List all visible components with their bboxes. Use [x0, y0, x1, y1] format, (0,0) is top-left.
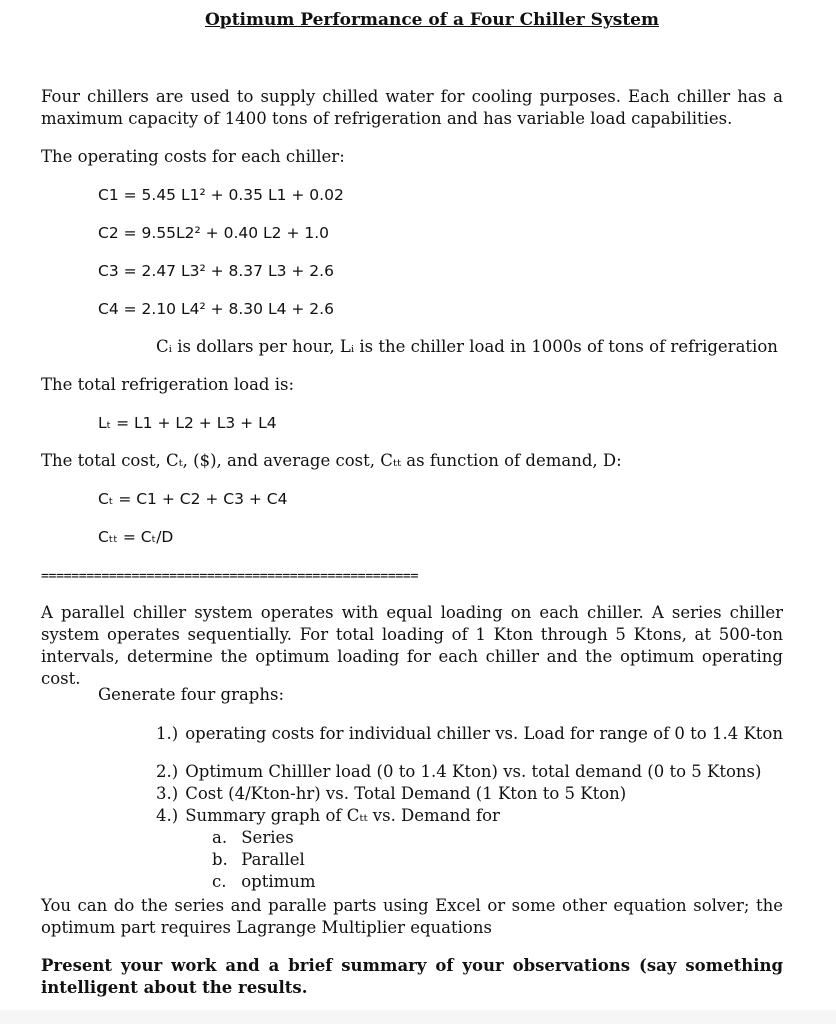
- graph-item-text: operating costs for individual chiller vs. Load for range of 0 to 1.4 Kton: [185, 724, 783, 743]
- graph-item: [156, 723, 783, 745]
- graph-item-number: 1.): [156, 724, 179, 743]
- average-cost-equation: Cₜₜ = Cₜ/D: [98, 528, 174, 546]
- graph-item: [156, 805, 500, 827]
- solver-note: You can do the series and paralle parts using Excel or some other equation solver; the optimum part requires Lagrange Multiplier equations: [41, 896, 783, 937]
- graph-item-text: Cost (4/Kton-hr) vs. Total Demand (1 Kton to 5 Kton): [185, 784, 627, 803]
- summary-item: [212, 849, 305, 871]
- problem-paragraph: A parallel chiller system operates with equal loading on each chiller. A series chiller system operates sequentially. For total loading of 1 Kton through 5 Ktons, at 500-ton intervals, determine the optimum loading for each chiller and the optimum operating cost.: [41, 603, 783, 688]
- summary-item: [212, 871, 316, 893]
- equation-c4: C4 = 2.10 L4² + 8.30 L4 + 2.6: [98, 300, 334, 318]
- costs-heading: The operating costs for each chiller:: [41, 147, 345, 166]
- intro-paragraph: Four chillers are used to supply chilled water for cooling purposes. Each chiller has a maximum capacity of 1400 tons of refrigeration and has variable load capabilities.: [41, 87, 783, 128]
- summary-item-text: Parallel: [241, 850, 305, 869]
- summary-item: [212, 827, 294, 849]
- summary-item-letter: b.: [212, 850, 228, 869]
- summary-item-letter: c.: [212, 872, 227, 891]
- graph-item-number: 2.): [156, 762, 179, 781]
- graph-item: [156, 761, 761, 783]
- total-cost-equation: Cₜ = C1 + C2 + C3 + C4: [98, 490, 288, 508]
- summary-item-text: optimum: [241, 872, 316, 891]
- summary-item-letter: a.: [212, 828, 228, 847]
- graph-item-text: Summary graph of Cₜₜ vs. Demand for: [185, 806, 500, 825]
- graph-item-number: 4.): [156, 806, 179, 825]
- closing-instruction: Present your work and a brief summary of your observations (say something intelligent about the results.: [41, 956, 783, 997]
- load-equation: Lₜ = L1 + L2 + L3 + L4: [98, 414, 277, 432]
- graph-item: [156, 783, 626, 805]
- equation-c3: C3 = 2.47 L3² + 8.37 L3 + 2.6: [98, 262, 334, 280]
- page-title: Optimum Performance of a Four Chiller System: [205, 10, 659, 30]
- graph-item-text: Optimum Chilller load (0 to 1.4 Kton) vs. total demand (0 to 5 Ktons): [185, 762, 762, 781]
- variable-definition: Cᵢ is dollars per hour, Lᵢ is the chiller load in 1000s of tons of refrigeration: [156, 337, 778, 356]
- page-bottom-band: [0, 1010, 836, 1024]
- equation-c2: C2 = 9.55L2² + 0.40 L2 + 1.0: [98, 224, 330, 242]
- load-heading: The total refrigeration load is:: [41, 375, 295, 394]
- graphs-heading: Generate four graphs:: [98, 685, 285, 704]
- summary-item-text: Series: [241, 828, 294, 847]
- total-cost-heading: The total cost, Cₜ, ($), and average cost, Cₜₜ as function of demand, D:: [41, 451, 622, 470]
- separator-line: ==================================================: [41, 569, 418, 584]
- equation-c1: C1 = 5.45 L1² + 0.35 L1 + 0.02: [98, 186, 344, 204]
- graph-item-number: 3.): [156, 784, 179, 803]
